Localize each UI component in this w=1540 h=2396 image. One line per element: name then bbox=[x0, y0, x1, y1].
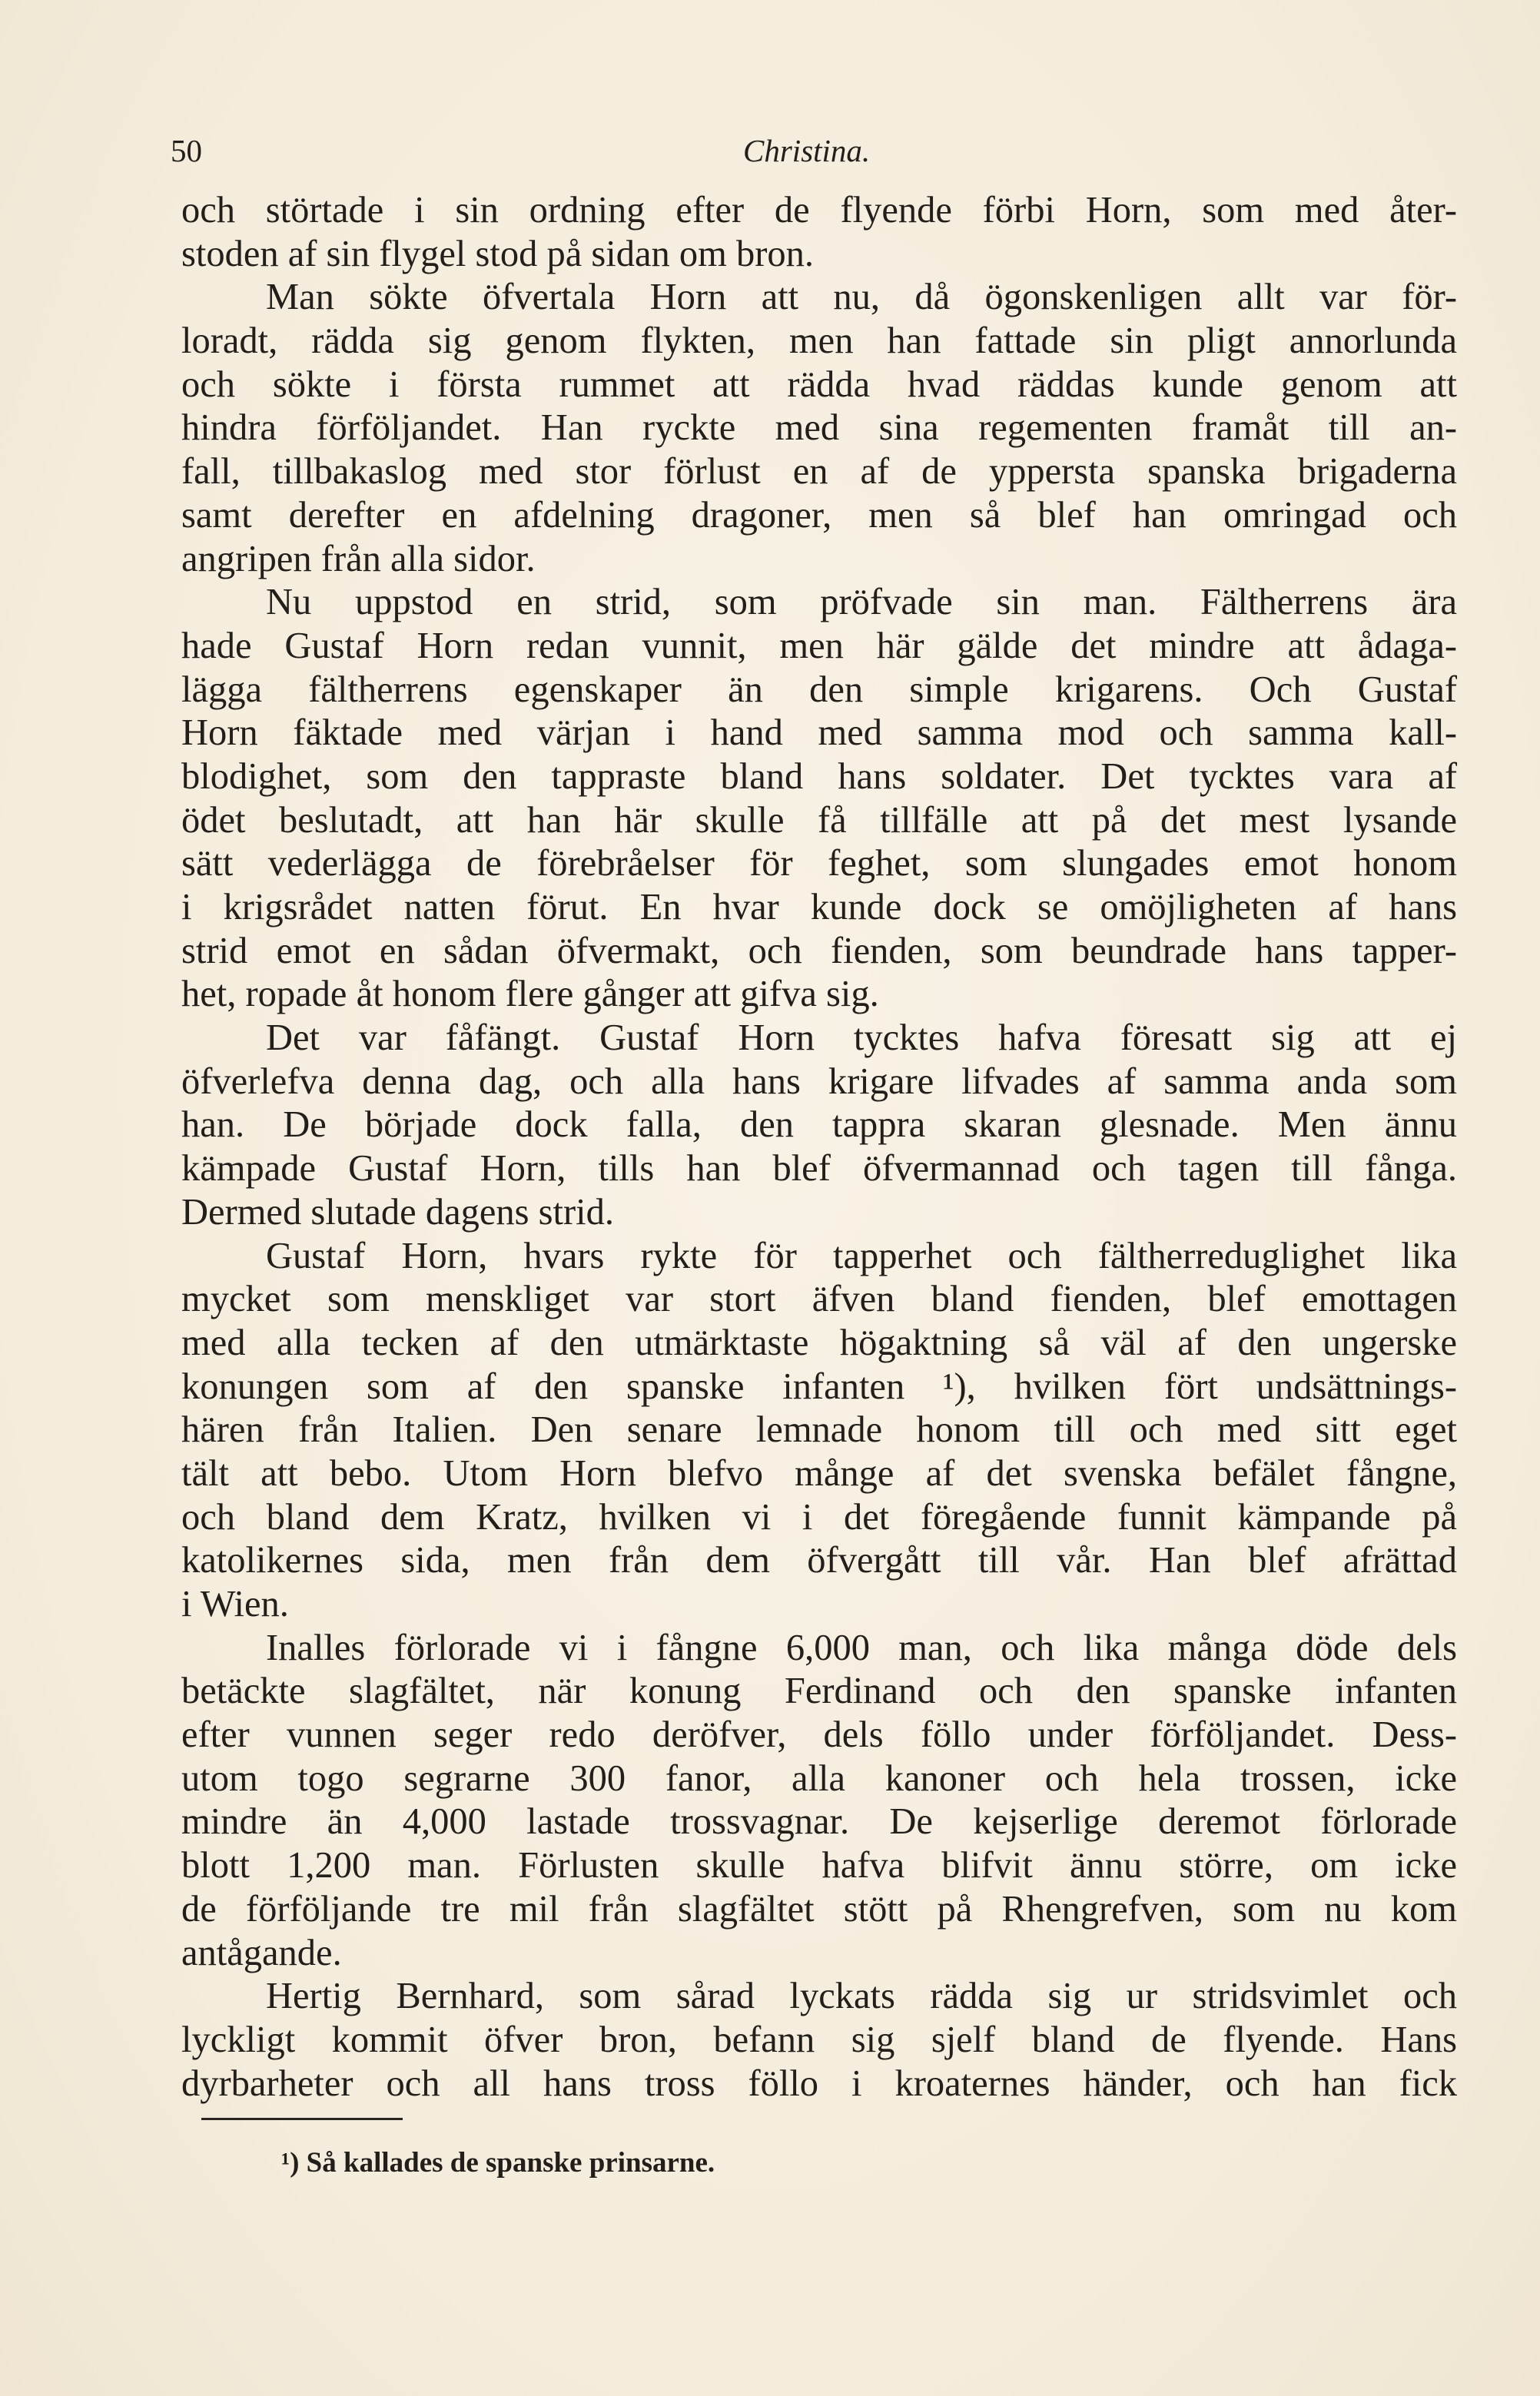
text-line: blott 1,200 man. Förlusten skulle hafva blifvit ännu större, om icke bbox=[181, 1845, 1457, 1887]
text-line: Gustaf Horn, hvars rykte för tapperhet och fältherreduglighet lika bbox=[266, 1235, 1457, 1276]
text-line: han. De började dock falla, den tappra skaran glesnade. Men ännu bbox=[181, 1104, 1457, 1146]
text-line: loradt, rädda sig genom flykten, men han fattade sin pligt annorlunda bbox=[181, 320, 1457, 362]
text-line: Horn fäktade med värjan i hand med samma mod och samma kall- bbox=[181, 712, 1457, 754]
text-line: hade Gustaf Horn redan vunnit, men här gälde det mindre att ådaga- bbox=[181, 625, 1457, 666]
running-title: Christina. bbox=[743, 133, 871, 168]
text-line: strid emot en sådan öfvermakt, och fienden, som beundrade hans tapper- bbox=[181, 930, 1457, 971]
text-line: de förföljande tre mil från slagfältet stött på Rhengrefven, som nu kom bbox=[181, 1888, 1457, 1930]
text-line: lägga fältherrens egenskaper än den simple krigarens. Och Gustaf bbox=[181, 669, 1457, 710]
text-line: sätt vederlägga de förebråelser för feghet, som slungades emot honom bbox=[181, 843, 1457, 884]
text-line: öfverlefva denna dag, och alla hans krigare lifvades af samma anda som bbox=[181, 1060, 1457, 1102]
text-line: Nu uppstod en strid, som pröfvade sin man. Fältherrens ära bbox=[266, 582, 1457, 623]
text-line: angripen från alla sidor. bbox=[181, 538, 536, 579]
text-line: katolikernes sida, men från dem öfvergått till vår. Han blef afrättad bbox=[181, 1540, 1457, 1581]
text-line: utom togo segrarne 300 fanor, alla kanoner och hela trossen, icke bbox=[181, 1757, 1457, 1799]
text-line: lyckligt kommit öfver bron, befann sig sjelf bland de flyende. Hans bbox=[181, 2019, 1457, 2060]
text-line: Det var fåfängt. Gustaf Horn tycktes hafva föresatt sig att ej bbox=[266, 1017, 1457, 1059]
text-line: med alla tecken af den utmärktaste högaktning så väl af den ungerske bbox=[181, 1322, 1457, 1363]
text-line: ödet beslutadt, att han här skulle få tillfälle att på det mest lysande bbox=[181, 799, 1457, 841]
text-line: Inalles förlorade vi i fångne 6,000 man, och lika många döde dels bbox=[266, 1627, 1457, 1668]
footnote: ¹) Så kallades de spanske prinsarne. bbox=[281, 2147, 715, 2179]
text-line: mycket som menskliget var stort äfven bland fienden, blef emottagen bbox=[181, 1279, 1457, 1320]
text-line: tält att bebo. Utom Horn blefvo månge af det svenska befälet fångne, bbox=[181, 1452, 1457, 1494]
text-line: och sökte i första rummet att rädda hvad räddas kunde genom att bbox=[181, 363, 1457, 405]
text-line: dyrbarheter och all hans tross föllo i kroaternes händer, och han fick bbox=[181, 2062, 1457, 2104]
body-text bbox=[181, 189, 1457, 2106]
text-line: antågande. bbox=[181, 1932, 342, 1973]
text-line: och störtade i sin ordning efter de flyende förbi Horn, som med åter- bbox=[181, 190, 1457, 231]
text-line: blodighet, som den tappraste bland hans soldater. Det tycktes vara af bbox=[181, 755, 1457, 797]
text-line: betäckte slagfältet, när konung Ferdinand och den spanske infanten bbox=[181, 1671, 1457, 1712]
text-line: het, ropade åt honom flere gånger att gifva sig. bbox=[181, 974, 879, 1015]
text-line: samt derefter en afdelning dragoner, men så blef han omringad och bbox=[181, 494, 1457, 536]
page-number: 50 bbox=[171, 133, 202, 168]
text-line: efter vunnen seger redo deröfver, dels föllo under förföljandet. Dess- bbox=[181, 1714, 1457, 1756]
footnote-divider bbox=[201, 2118, 403, 2120]
text-line: hindra förföljandet. Han ryckte med sina regementen framåt till an- bbox=[181, 407, 1457, 449]
text-line: i Wien. bbox=[181, 1584, 289, 1624]
text-line: fall, tillbakaslog med stor förlust en af de yppersta spanska brigaderna bbox=[181, 451, 1457, 493]
text-line: mindre än 4,000 lastade trossvagnar. De kejserlige deremot förlorade bbox=[181, 1801, 1457, 1843]
text-line: i krigsrådet natten förut. En hvar kunde dock se omöjligheten af hans bbox=[181, 887, 1457, 928]
text-line: Dermed slutade dagens strid. bbox=[181, 1191, 614, 1233]
text-line: konungen som af den spanske infanten ¹), hvilken fört undsättnings- bbox=[181, 1366, 1457, 1407]
page-header bbox=[171, 128, 1462, 174]
text-line: hären från Italien. Den senare lemnade honom till och med sitt eget bbox=[181, 1409, 1457, 1451]
text-line: stoden af sin flygel stod på sidan om bron. bbox=[181, 233, 815, 274]
text-line: Man sökte öfvertala Horn att nu, då ögonskenligen allt var för- bbox=[266, 277, 1457, 318]
text-line: kämpade Gustaf Horn, tills han blef öfvermannad och tagen till fånga. bbox=[181, 1148, 1457, 1190]
text-line: och bland dem Kratz, hvilken vi i det föregående funnit kämpande på bbox=[181, 1496, 1457, 1538]
text-line: Hertig Bernhard, som sårad lyckats rädda sig ur stridsvimlet och bbox=[266, 1976, 1457, 2017]
